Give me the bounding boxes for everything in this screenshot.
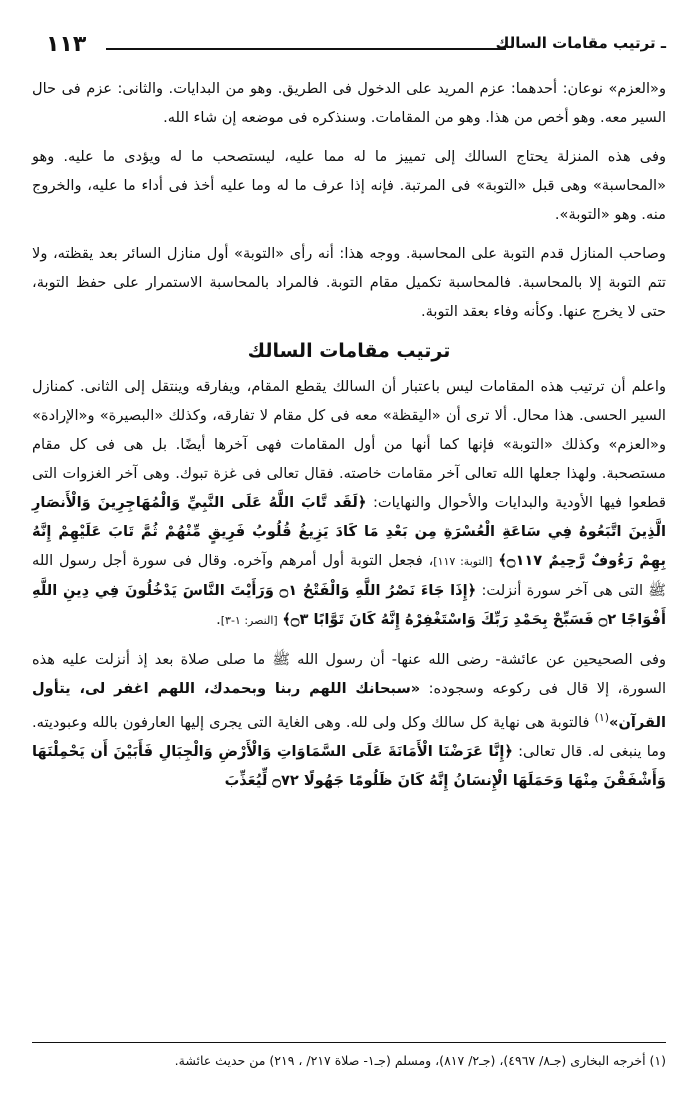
quran-verse-tawba: ﴿لَقَد تَّابَ اللَّهُ عَلَى النَّبِيِّ وَالْمُهَاجِرِينَ وَالْأَنصَارِ الَّذِينَ اتَّبَعُوهُ فِي سَاعَةِ الْعُسْرَةِ مِن بَعْدِ مَا كَادَ يَزِيغُ قُلُوبُ فَرِيقٍ مِّنْهُمْ ثُمَّ تَابَ عَلَيْهِمْ إِنَّهُ بِهِمْ رَءُوفٌ رَّحِيمٌ ۝١١٧﴾: [32, 494, 666, 569]
paragraph-sahihayn: [32, 645, 666, 795]
running-title: ـ ترتيب مقامات السالك: [495, 34, 666, 52]
page-number: ١١٣: [46, 32, 87, 57]
footnote-rule: [32, 1042, 666, 1043]
quran-verse-nasr: ﴿إِذَا جَاءَ نَصْرُ اللَّهِ وَالْفَتْحُ ۝١ وَرَأَيْتَ النَّاسَ يَدْخُلُونَ فِي دِينِ اللَّهِ أَفْوَاجًا ۝٢ فَسَبِّحْ بِحَمْدِ رَبِّكَ وَاسْتَغْفِرْهُ إِنَّهُ كَانَ تَوَّابًا ۝٣﴾: [32, 582, 666, 628]
footnote: (١) أخرجه البخارى (جـ٨/ ٤٩٦٧)، (جـ٢/ ٨١٧)، ومسلم (جـ١- صلاة ٢١٧/ ، ٢١٩) من حديث عائشة.: [174, 1053, 666, 1068]
page-body: [32, 74, 666, 805]
paragraph-sahib-almanazil: وصاحب المنازل قدم التوبة على المحاسبة. ووجه هذا: أنه رأى «التوبة» أول منازل السائر بعد يقظته، ولا تتم التوبة إلا بالمحاسبة. فالمحاسبة تكميل مقام التوبة. فالمراد بالمحاسبة الاستمرار على حفظ التوبة، حتى لا يخرج عنها. وكأنه وفاء بعقد التوبة.: [32, 245, 666, 320]
hadith-quote: «سبحانك اللهم ربنا وبحمدك، اللهم اغفر لى، يتأول القرآن»: [32, 680, 666, 731]
paragraph-azm: و«العزم» نوعان: أحدهما: عزم المريد على الدخول فى الطريق. وهو من البدايات. والثانى: عزم فى حال السير معه. وهو أخص من هذا. وهو من المقامات. وسنذكره فى موضعه إن شاء الله.: [32, 80, 666, 126]
paragraph-muhasaba: وفى هذه المنزلة يحتاج السالك إلى تمييز ما له مما عليه، ليستصحب ما له ويؤدى ما عليه. وهو «المحاسبة» وهى قبل «التوبة» فى المرتبة. فإنه إذا عرف ما له وما عليه أخذ فى أداء ما عليه، والخروج منه. وهو «التوبة».: [32, 148, 666, 223]
paragraph-text: وفى الصحيحين عن عائشة- رضى الله عنها- أن رسول الله ﷺ ما صلى صلاة بعد إذ أنزلت عليه هذه السورة، إلا قال فى ركوعه وسجوده:: [32, 651, 666, 697]
section-title: ترتيب مقامات السالك: [247, 340, 451, 362]
paragraph-text: فالتوبة هى نهاية كل سالك وكل ولى لله. وهى الغاية التى يجرى إليها العارفون بالله وعبوديته. وما ينبغى له. قال تعالى:: [32, 713, 667, 760]
paragraph-tarteeb: واعلم أن ترتيب هذه المقامات ليس باعتبار أن السالك يقطع المقام، ويفارقه وينتقل إلى الثانى. كمنازل السير الحسى. هذا محال. ألا ترى أن «اليقظة» معه فى كل مقام لا تفارقه، وكذلك «البصيرة» و«الإرادة» و«العزم» وكذلك «التوبة» فإنها كما أنها من أول المقامات فهى آخرها أيضًا. بل هى فى كل مقام مستصحبة. ولهذا جعلها الله تعالى آخر مقامات خاصته. فقال تعالى فى غزة تبوك. وهى آخر الغزوات التى قطعوا فيها الأودية والبدايات والأحوال والنهايات: ﴿لَقَد تَّابَ اللَّهُ عَلَى النَّبِيِّ وَالْمُهَاجِرِينَ وَالْأَنصَارِ الَّذِينَ اتَّبَعُوهُ فِي سَاعَةِ الْعُسْرَةِ مِن بَعْدِ مَا كَادَ يَزِيغُ قُلُوبُ فَرِيقٍ مِّنْهُمْ ثُمَّ تَابَ عَلَيْهِمْ إِنَّهُ بِهِمْ رَءُوفٌ رَّحِيمٌ ۝١١٧﴾ [التوبة: ١١٧]، فجعل التوبة أول أمرهم وآخره. وقال فى سورة أجل رسول الله ﷺ التى هى آخر سورة أنزلت: ﴿إِذَا جَاءَ نَصْرُ اللَّهِ وَالْفَتْحُ ۝١ وَرَأَيْتَ النَّاسَ يَدْخُلُونَ فِي دِينِ اللَّهِ أَفْوَاجًا ۝٢ فَسَبِّحْ بِحَمْدِ رَبِّكَ وَاسْتَغْفِرْهُ إِنَّهُ كَانَ تَوَّابًا ۝٣﴾ [النصر: ١-٣].: [32, 378, 667, 628]
footnote-marker: (١): [594, 711, 610, 724]
verse-reference: [التوبة: ١١٧]: [433, 555, 493, 568]
paragraph-text: ، فجعل التوبة أول أمرهم وآخره. وقال فى سورة أجل رسول الله ﷺ التى هى آخر سورة أنزلت:: [32, 552, 666, 599]
verse-reference: [النصر: ١-٣]: [220, 614, 278, 627]
header-rule: [106, 48, 506, 50]
quran-verse-amana: ﴿إِنَّا عَرَضْنَا الْأَمَانَةَ عَلَى السَّمَاوَاتِ وَالْأَرْضِ وَالْجِبَالِ فَأَبَيْنَ أَن يَحْمِلْنَهَا وَأَشْفَقْنَ مِنْهَا وَحَمَلَهَا الْإِنسَانُ إِنَّهُ كَانَ ظَلُومًا جَهُولًا ۝٧٢ لِّيُعَذِّبَ: [32, 742, 666, 789]
page-header: [32, 30, 666, 66]
paragraph-text: واعلم أن ترتيب هذه المقامات ليس باعتبار أن السالك يقطع المقام، ويفارقه وينتقل إلى الثانى. كمنازل السير الحسى. هذا محال. ألا ترى أن «اليقظة» معه فى كل مقام لا تفارقه، وكذلك «البصيرة» و«الإرادة» و«العزم» وكذلك «التوبة» فإنها كما أنها من أول المقامات فهى آخرها أيضًا. بل هى فى كل مقام مستصحبة. ولهذا جعلها الله تعالى آخر مقامات خاصته. فقال تعالى فى غزة تبوك. وهى آخر الغزوات التى قطعوا فيها الأودية والبدايات والأحوال والنهايات:: [32, 378, 667, 511]
